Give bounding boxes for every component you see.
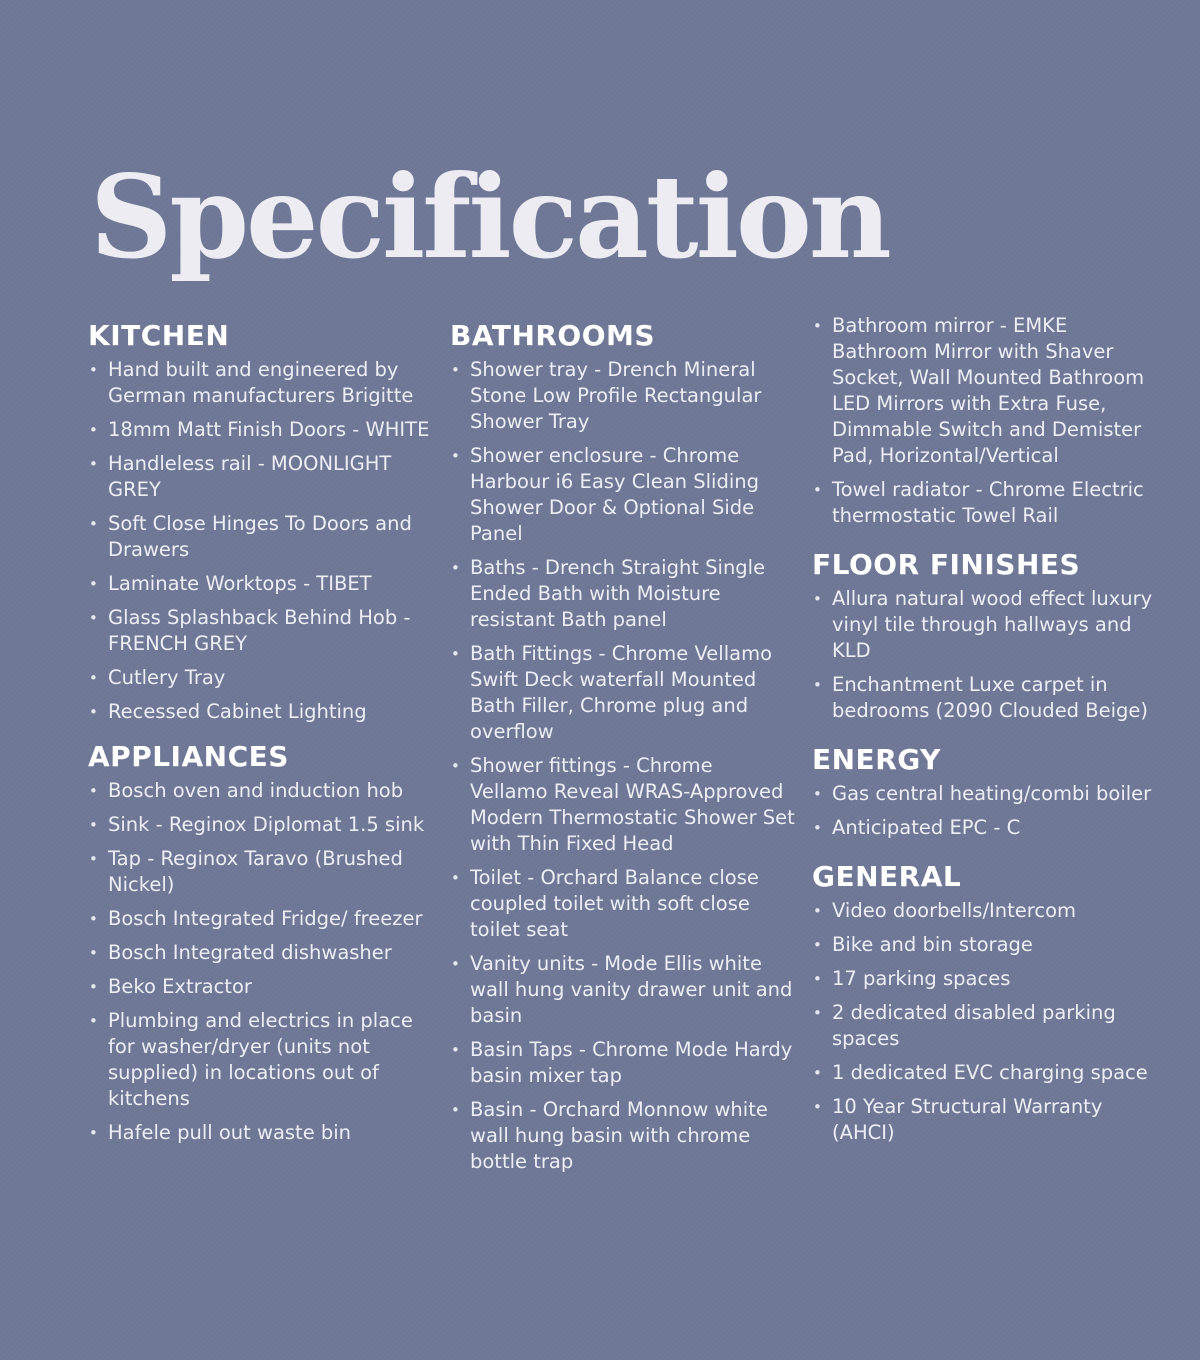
list-item: • Cutlery Tray [88, 665, 433, 691]
list-item: • Basin - Orchard Monnow white wall hung basin with chrome bottle trap [450, 1097, 795, 1175]
list-item: • 2 dedicated disabled parking spaces [812, 1000, 1162, 1052]
list-item: • Bosch Integrated Fridge/ freezer [88, 906, 433, 932]
general-section [812, 859, 1162, 1146]
bathrooms-section [450, 318, 795, 1175]
energy-heading: ENERGY [812, 743, 941, 776]
list-item: • 10 Year Structural Warranty (AHCI) [812, 1094, 1162, 1146]
kitchen-section [88, 318, 433, 725]
kitchen-list [88, 357, 433, 725]
page-title: Specification [90, 150, 889, 284]
floor-finishes-section [812, 547, 1162, 724]
bathrooms-heading: BATHROOMS [450, 319, 656, 352]
list-item: • Bosch Integrated dishwasher [88, 940, 433, 966]
appliances-list [88, 778, 433, 1146]
appliances-section [88, 739, 433, 1146]
list-item: • Glass Splashback Behind Hob - FRENCH GREY [88, 605, 433, 657]
list-item: • 1 dedicated EVC charging space [812, 1060, 1162, 1086]
list-item: • Bike and bin storage [812, 932, 1162, 958]
appliances-heading: APPLIANCES [88, 740, 289, 773]
floor-finishes-heading: FLOOR FINISHES [812, 548, 1081, 581]
list-item: • Enchantment Luxe carpet in bedrooms (2090 Clouded Beige) [812, 672, 1162, 724]
list-item: • Gas central heating/combi boiler [812, 781, 1162, 807]
floor-finishes-list [812, 586, 1162, 724]
list-item: • Beko Extractor [88, 974, 433, 1000]
column-left [88, 318, 433, 1154]
list-item: • Soft Close Hinges To Doors and Drawers [88, 511, 433, 563]
list-item: • Sink - Reginox Diplomat 1.5 sink [88, 812, 433, 838]
list-item: • Towel radiator - Chrome Electric thermostatic Towel Rail [812, 477, 1162, 529]
energy-section [812, 742, 1162, 841]
list-item: • Toilet - Orchard Balance close coupled toilet with soft close toilet seat [450, 865, 795, 943]
list-item: • Plumbing and electrics in place for washer/dryer (units not supplied) in locations out of kitchens [88, 1008, 433, 1112]
bathrooms-continued-list [812, 313, 1162, 529]
list-item: • Hand built and engineered by German manufacturers Brigitte [88, 357, 433, 409]
energy-list [812, 781, 1162, 841]
list-item: • Shower enclosure - Chrome Harbour i6 Easy Clean Sliding Shower Door & Optional Side Panel [450, 443, 795, 547]
column-middle [450, 318, 795, 1183]
list-item: • Bath Fittings - Chrome Vellamo Swift Deck waterfall Mounted Bath Filler, Chrome plug and overflow [450, 641, 795, 745]
list-item: • Vanity units - Mode Ellis white wall hung vanity drawer unit and basin [450, 951, 795, 1029]
column-right [812, 313, 1162, 1154]
list-item: • Allura natural wood effect luxury vinyl tile through hallways and KLD [812, 586, 1162, 664]
list-item: • Laminate Worktops - TIBET [88, 571, 433, 597]
list-item: • Tap - Reginox Taravo (Brushed Nickel) [88, 846, 433, 898]
list-item: • Anticipated EPC - C [812, 815, 1162, 841]
list-item: • 17 parking spaces [812, 966, 1162, 992]
list-item: • Handleless rail - MOONLIGHT GREY [88, 451, 433, 503]
list-item: • Bosch oven and induction hob [88, 778, 433, 804]
list-item: • Basin Taps - Chrome Mode Hardy basin mixer tap [450, 1037, 795, 1089]
general-heading: GENERAL [812, 860, 962, 893]
list-item: • Shower fittings - Chrome Vellamo Reveal WRAS-Approved Modern Thermostatic Shower Set with Thin Fixed Head [450, 753, 795, 857]
general-list [812, 898, 1162, 1146]
list-item: • Hafele pull out waste bin [88, 1120, 433, 1146]
list-item: • 18mm Matt Finish Doors - WHITE [88, 417, 433, 443]
bathrooms-list [450, 357, 795, 1175]
list-item: • Video doorbells/Intercom [812, 898, 1162, 924]
list-item: • Recessed Cabinet Lighting [88, 699, 433, 725]
list-item: • Bathroom mirror - EMKE Bathroom Mirror with Shaver Socket, Wall Mounted Bathroom LED Mirrors with Extra Fuse, Dimmable Switch and Demister Pad, Horizontal/Vertical [812, 313, 1162, 469]
list-item: • Shower tray - Drench Mineral Stone Low Profile Rectangular Shower Tray [450, 357, 795, 435]
list-item: • Baths - Drench Straight Single Ended Bath with Moisture resistant Bath panel [450, 555, 795, 633]
kitchen-heading: KITCHEN [88, 319, 230, 352]
